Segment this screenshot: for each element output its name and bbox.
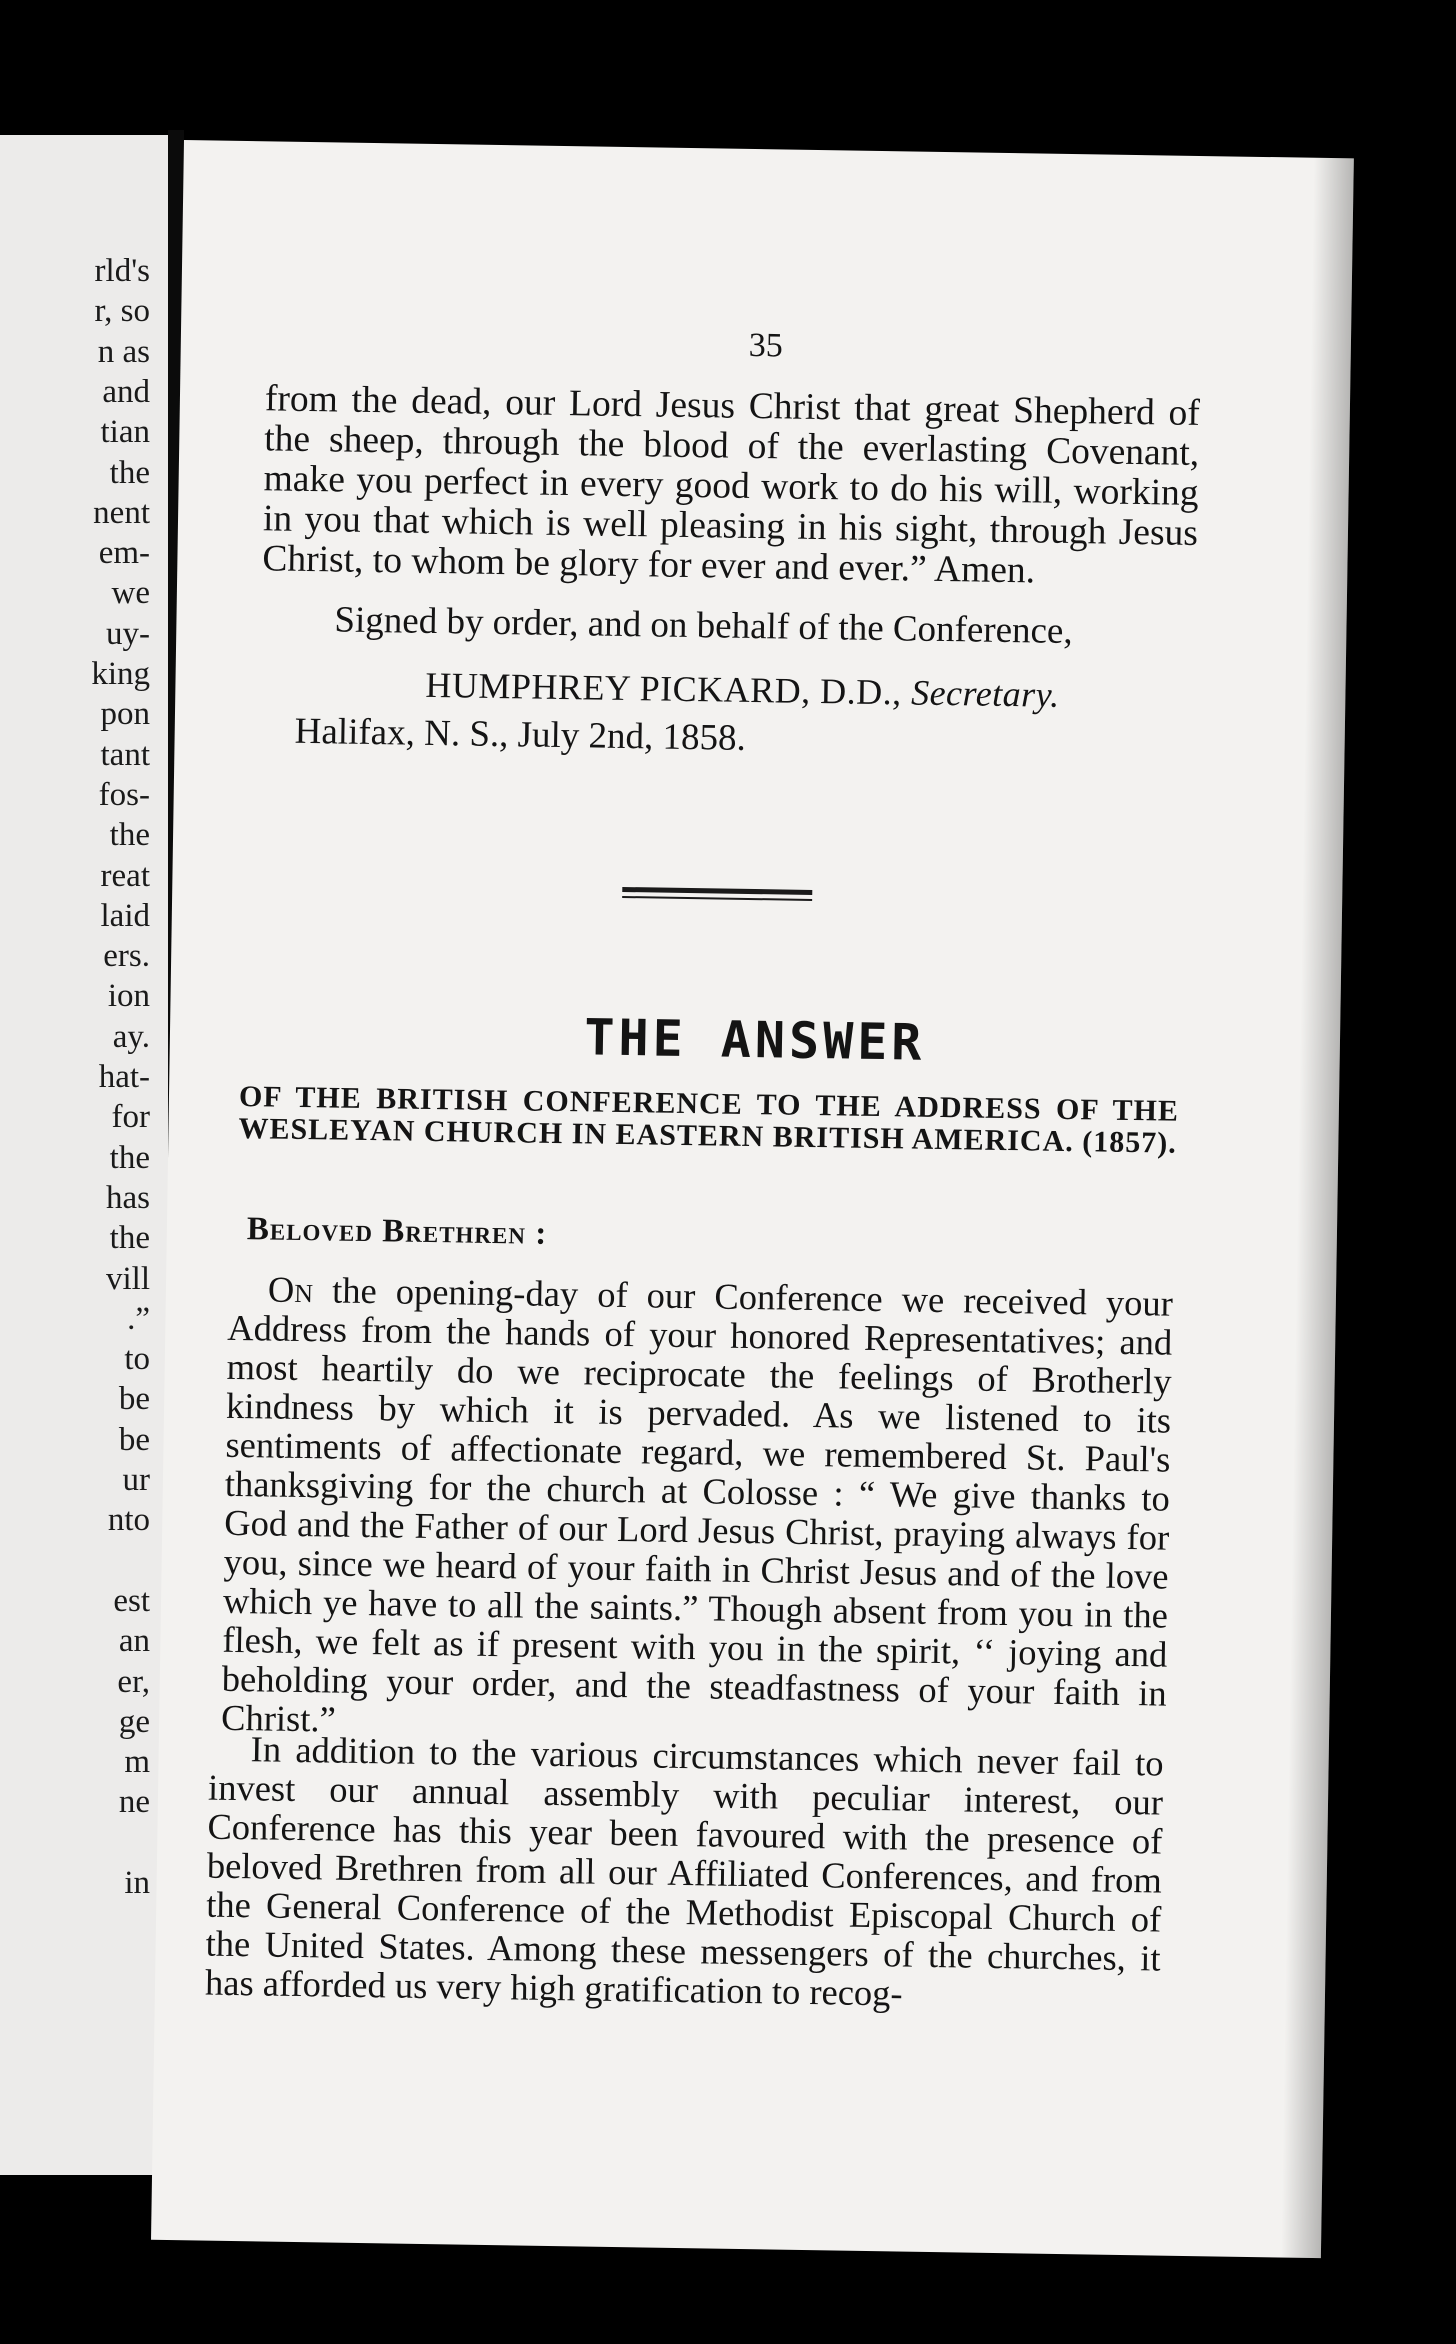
facing-page-line: the <box>109 817 150 854</box>
facing-page-line: and <box>102 373 150 410</box>
facing-page-line: the <box>109 454 150 491</box>
facing-page-line: be <box>118 1421 150 1458</box>
divider-thin-rule <box>622 896 812 901</box>
facing-page-line: est <box>113 1582 150 1619</box>
facing-page-line: tant <box>100 736 150 773</box>
facing-page-line: r, so <box>94 293 150 330</box>
facing-page-line: m <box>124 1744 150 1781</box>
book-page <box>151 140 1354 2258</box>
facing-page-line: reat <box>100 857 150 894</box>
closing-paragraph: from the dead, our Lord Jesus Christ that great Shepherd of the sheep, through the blood of the everlasting Covenant, make you perfect in every good work to do his will, working in you that which is well pleasing in his sight, through Jesus Christ, to whom be glory for ever and ever.” Amen. <box>262 378 1201 592</box>
facing-page-line: ion <box>107 978 150 1015</box>
secretary-role: Secretary. <box>910 672 1061 715</box>
facing-page-line: uy- <box>106 615 150 652</box>
facing-page-line: the <box>109 1220 150 1257</box>
section-divider <box>622 887 812 901</box>
secretary-signature <box>425 664 1226 719</box>
facing-page-line: er, <box>117 1663 150 1700</box>
facing-page-line: .” <box>127 1300 150 1337</box>
facing-page-line: ay. <box>112 1018 150 1055</box>
secretary-name: HUMPHREY PICKARD, D.D., <box>425 664 902 713</box>
facing-page-line: ur <box>122 1462 150 1498</box>
facing-page-line: hat- <box>98 1059 150 1095</box>
facing-page-line: laid <box>100 897 150 934</box>
facing-page-line: be <box>118 1381 150 1418</box>
paragraph-1-text: the opening-day of our Conference we received your Address from the hands of your honored Representatives; and most heartily do we reciprocate the feelings of Brotherly kindness by which it is pervaded. As we listened to its sentiments of affectionate regard, we remembered St. Paul's thanksgiving for the church at Colosse : “ We give thanks to God and the Father of our Lord Jesus Christ, praying always for you, since we heard of your faith in Christ Jesus and of the love which ye have to all the saints.” Though absent from you in the flesh, we felt as if present with you in the spirit, ‘‘ joying and beholding your order, and the steadfastness of your faith in Christ.” <box>220 1269 1174 1740</box>
facing-page-line: we <box>111 575 150 612</box>
letter-paragraph-1 <box>221 1269 1173 1752</box>
facing-page-line: the <box>109 1139 150 1176</box>
divider-thick-rule <box>622 887 812 895</box>
place-date: Halifax, N. S., July 2nd, 1858. <box>294 710 747 759</box>
facing-page-line: vill <box>105 1260 150 1297</box>
salutation: Beloved Brethren : <box>246 1211 548 1252</box>
answer-subheading: OF THE BRITISH CONFERENCE TO THE ADDRESS OF THE WESLEYAN CHURCH IN EASTERN BRITISH AMERICA. (1857). <box>238 1079 1180 1160</box>
signed-line: Signed by order, and on behalf of the Conference, <box>334 599 1073 653</box>
facing-page-line: pon <box>100 696 150 733</box>
facing-page-line: ers. <box>103 938 150 975</box>
page-number: 35 <box>748 326 784 365</box>
facing-page-line: fos- <box>98 776 150 813</box>
page-edge-shadow <box>1281 158 1354 2258</box>
facing-page-line: n as <box>97 333 150 370</box>
facing-page-line: em- <box>98 535 150 572</box>
letter-paragraph-2: In addition to the various circumstances which never fail to invest our annual assembly with peculiar interest, our Conference has this year been favoured with the presence of beloved Brethren from all our Affiliated Conferences, and from the General Conference of the Methodist Episcopal Church of the United States. Among these messengers of the churches, it has afforded us very high gratification to recog- <box>204 1728 1164 2014</box>
facing-page-line: rld's <box>94 253 150 289</box>
facing-page-line: king <box>91 656 150 692</box>
facing-page-line: tian <box>100 414 150 451</box>
facing-page-line: for <box>111 1099 150 1136</box>
answer-heading: THE ANSWER <box>583 1008 926 1072</box>
facing-page-line: nent <box>93 494 150 531</box>
facing-page-line: in <box>124 1865 150 1901</box>
facing-page-line: nto <box>107 1502 150 1539</box>
facing-page <box>0 135 168 2175</box>
facing-page-line: ge <box>118 1703 150 1740</box>
facing-page-line: an <box>118 1623 150 1660</box>
facing-page-line: has <box>106 1179 150 1216</box>
facing-page-line: ne <box>118 1784 150 1821</box>
facing-page-line: to <box>124 1341 150 1378</box>
paragraph-lead-word: On <box>267 1268 314 1311</box>
